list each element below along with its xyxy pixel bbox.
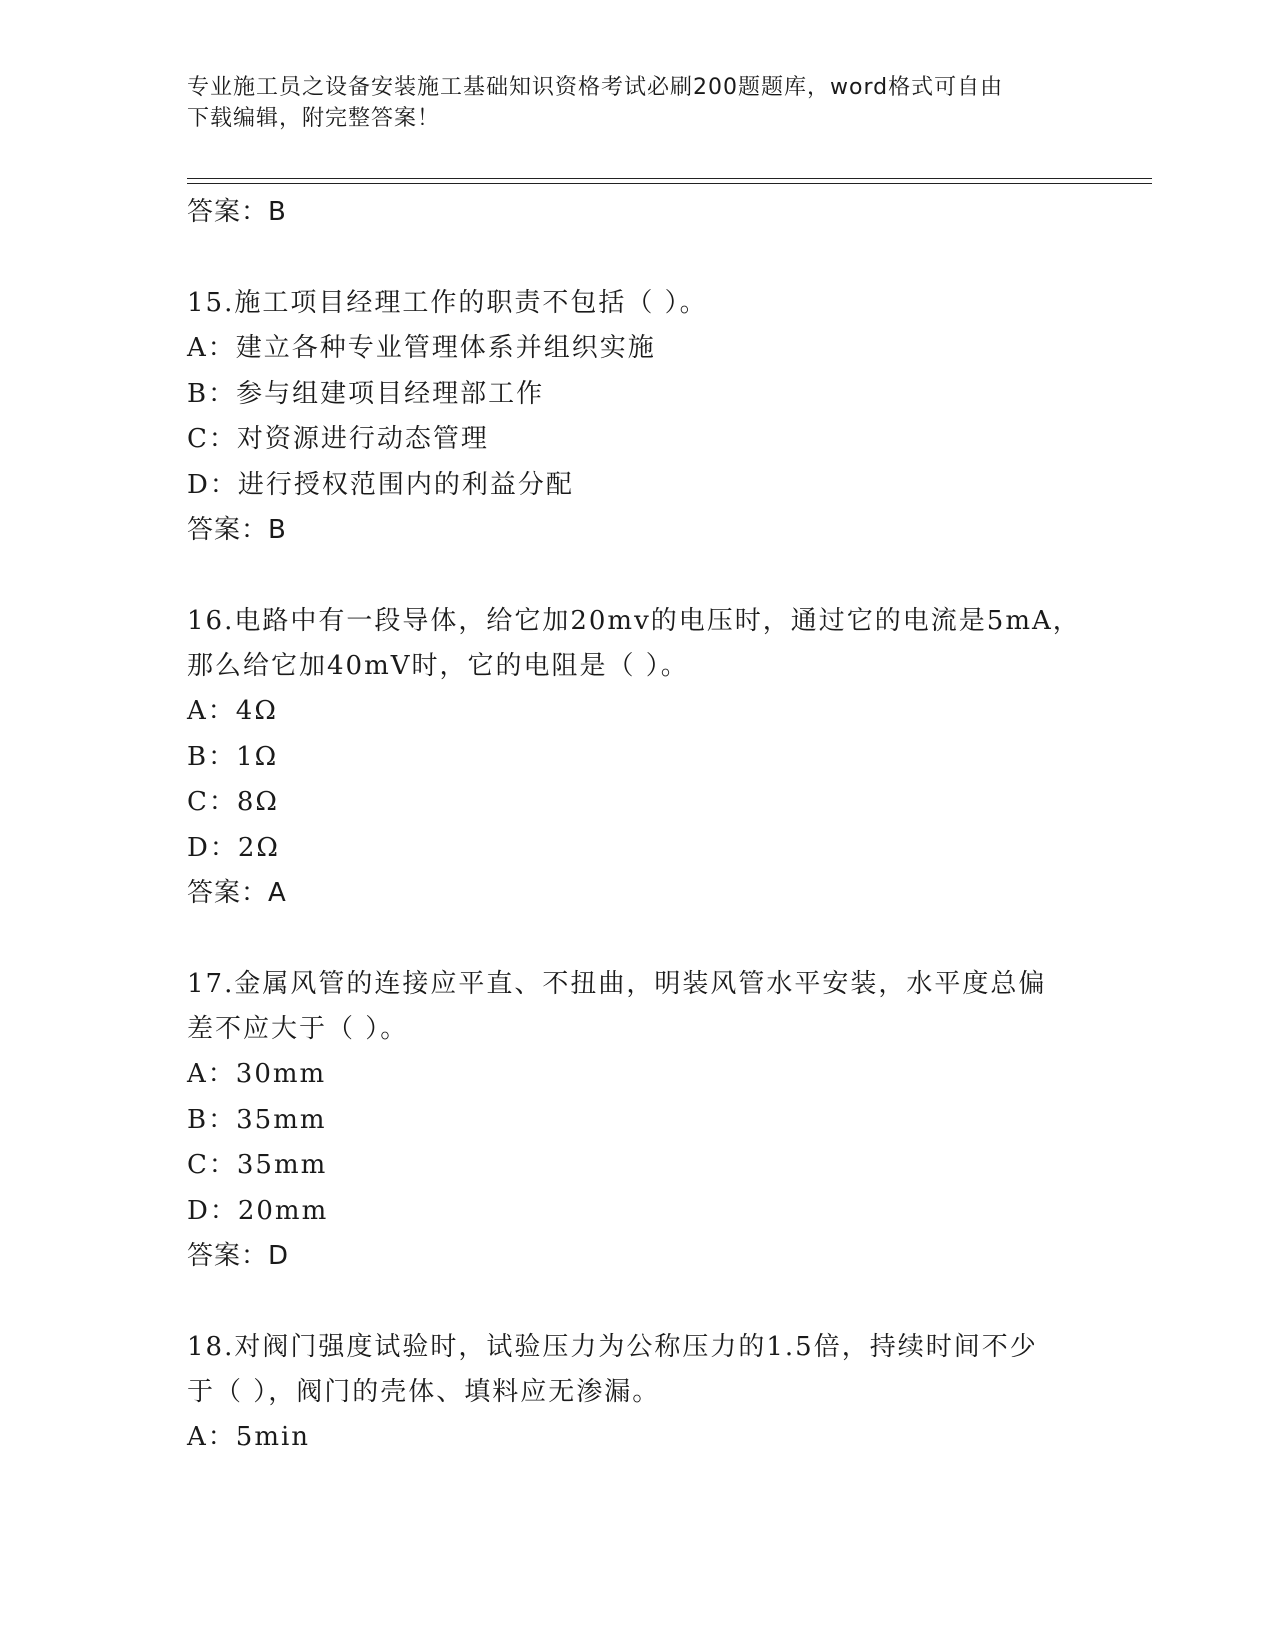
question-16 [187,599,1087,916]
question-15 [187,281,1087,553]
document-body [187,190,1087,1461]
spacer [187,916,1087,962]
question-16-answer: 答案：A [187,878,287,908]
question-16-option-b: B：1Ω [187,741,279,772]
document-header [187,72,1067,134]
question-17-option-c: C：35mm [187,1150,328,1180]
question-15-option-d: D：进行授权范围内的利益分配 [187,469,574,500]
question-15-option-a: A：建立各种专业管理体系并组织实施 [187,333,656,363]
header-rule-top [187,178,1152,179]
question-18-option-a: A：5min [187,1422,311,1452]
spacer [187,553,1087,599]
question-17-option-b: B：35mm [187,1104,327,1135]
answer-previous: 答案：B [187,197,287,227]
question-15-option-b: B：参与组建项目经理部工作 [187,378,545,409]
spacer [187,1279,1087,1325]
question-17-text-line-1: 17.金属风管的连接应平直、不扭曲，明装风管水平安装，水平度总偏 [187,969,1047,999]
question-16-text-line-1: 16.电路中有一段导体，给它加20mv的电压时，通过它的电流是5mA， [187,606,1081,636]
question-16-option-c: C：8Ω [187,787,279,817]
question-15-text: 15.施工项目经理工作的职责不包括（ ）。 [187,288,708,318]
question-16-option-d: D：2Ω [187,832,280,863]
question-17-text-line-2: 差不应大于（ ）。 [187,1014,409,1044]
spacer [187,235,1087,281]
header-line-1: 专业施工员之设备安装施工基础知识资格考试必刷200题题库，word格式可自由 [187,75,1004,100]
question-17-option-a: A：30mm [187,1059,327,1089]
question-15-option-c: C：对资源进行动态管理 [187,424,489,454]
header-rule-bottom [187,183,1152,184]
question-15-answer: 答案：B [187,515,287,545]
question-18-text-line-2: 于（ ），阀门的壳体、填料应无渗漏。 [187,1377,661,1407]
question-16-text-line-2: 那么给它加40mV时，它的电阻是（ ）。 [187,651,689,681]
question-18-text-line-1: 18.对阀门强度试验时，试验压力为公称压力的1.5倍，持续时间不少 [187,1332,1038,1362]
header-line-2: 下载编辑，附完整答案！ [187,106,441,131]
question-18 [187,1325,1087,1461]
question-16-option-a: A：4Ω [187,696,278,726]
question-17-answer: 答案：D [187,1241,290,1271]
question-17-option-d: D：20mm [187,1195,329,1226]
question-17 [187,962,1087,1279]
